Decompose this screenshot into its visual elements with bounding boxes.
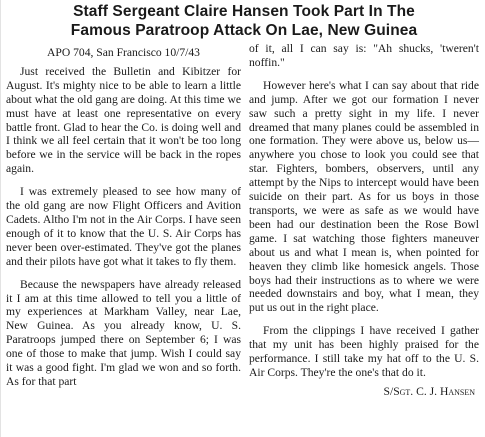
paragraph-4: of it, all I can say is: "Ah shucks, 'tweren't noffin." [249, 42, 479, 69]
paragraph-3: Because the newspapers have already released it I am at this time allowed to tell you a little of my experiences at Markham Valley, near Lae, New Guinea. As you already know, U. S. Paratroops jumped there on September 6; I was one of those to make that jump. Wish I could say it was a good fight. I'm glad we won and so forth. As for that part [6, 277, 241, 388]
signature-text: S/Sgt. C. J. Hansen [383, 384, 475, 398]
paragraph-1: Just received the Bulletin and Kibitzer for August. It's mighty nice to be able to learn a little about what the old gang are doing. At this time we must have at least one representative on every battle front. Glad to hear the Co. is doing well and I think we all feel certain that it won't be too long before we in the service will be back in the ropes again. [6, 64, 241, 176]
headline-line-1: Staff Sergeant Claire Hansen Took Part In The [73, 3, 415, 20]
signature [249, 385, 479, 399]
headline [7, 2, 481, 40]
paragraph-2: I was extremely pleased to see how many of the old gang are now Flight Officers and Avition Cadets. Altho I'm not in the Air Corps. I have seen enough of it to know that the U. S. Air Corps has never been over-estimated. They've got the planes and their pilots have got what it takes to fly them. [6, 185, 241, 268]
right-column [249, 42, 479, 399]
left-column [6, 46, 241, 389]
paragraph-6: From the clippings I have received I gather that my unit has been highly praised for the performance. I still take my hat off to the U. S. Air Corps. They're the one's that do it. [249, 324, 479, 379]
dateline: APO 704, San Francisco 10/7/43 [47, 46, 200, 59]
headline-line-2: Famous Paratroop Attack On Lae, New Guinea [70, 22, 418, 39]
paragraph-5: However here's what I can say about that ride and jump. After we got our formation I never saw such a pretty sight in my life. I never dreamed that many planes could be assembled in one formation. They were above us, below us—anywhere you chose to look you could see that star. Fighters, bombers, observers, until any attempt by the Nips to intercept would have been suicide on their part. As for us boys in those transports, we were as safe as we would have been had our destination been the Rose Bowl game. I sat watching those fighters maneuver about us and what I mean is, when pointed for heaven they climb like homesick angels. Those boys had their instructions as to where we were needed downstairs and boy, what I mean, they put us out in the right place. [249, 78, 479, 315]
